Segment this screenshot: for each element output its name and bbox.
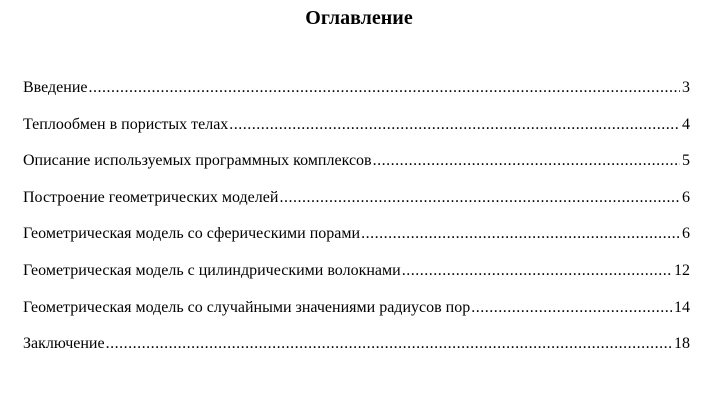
toc-entry[interactable] xyxy=(23,115,690,152)
table-of-contents xyxy=(23,78,690,371)
toc-entry-title: Построение геометрических моделей xyxy=(23,188,279,206)
toc-page-number: 4 xyxy=(682,115,690,133)
toc-entry[interactable] xyxy=(23,188,690,225)
toc-entry-title: Введение xyxy=(23,79,88,96)
dot-leader xyxy=(89,78,681,98)
toc-page-number: 3 xyxy=(682,79,690,96)
toc-page-number: 18 xyxy=(674,335,690,353)
toc-page-number: 6 xyxy=(682,225,690,243)
toc-entry[interactable] xyxy=(23,334,690,371)
toc-entry[interactable] xyxy=(23,261,690,298)
toc-entry-title: Геометрическая модель с цилиндрическими волокнами xyxy=(23,261,401,279)
dot-leader xyxy=(402,261,672,281)
toc-entry-title: Описание используемых программных комплексов xyxy=(23,152,372,170)
toc-page-number: 6 xyxy=(682,188,690,206)
toc-entry[interactable] xyxy=(23,224,690,261)
page-title: Оглавление xyxy=(305,7,413,29)
dot-leader xyxy=(279,188,680,208)
toc-entry[interactable] xyxy=(23,298,690,335)
dot-leader xyxy=(106,334,672,354)
toc-entry-title: Геометрическая модель со случайными значениями радиусов пор xyxy=(23,298,471,316)
toc-page-number: 14 xyxy=(674,298,690,316)
toc-page-number: 12 xyxy=(674,261,690,279)
toc-entry-title: Геометрическая модель со сферическими порами xyxy=(23,225,361,243)
dot-leader xyxy=(361,224,680,244)
toc-entry[interactable] xyxy=(23,151,690,188)
toc-page-number: 5 xyxy=(682,152,690,170)
toc-entry-title: Заключение xyxy=(23,335,105,353)
dot-leader xyxy=(373,151,680,171)
toc-entry[interactable] xyxy=(23,78,690,115)
dot-leader xyxy=(471,298,672,318)
dot-leader xyxy=(229,115,680,135)
toc-entry-title: Теплообмен в пористых телах xyxy=(23,115,229,133)
